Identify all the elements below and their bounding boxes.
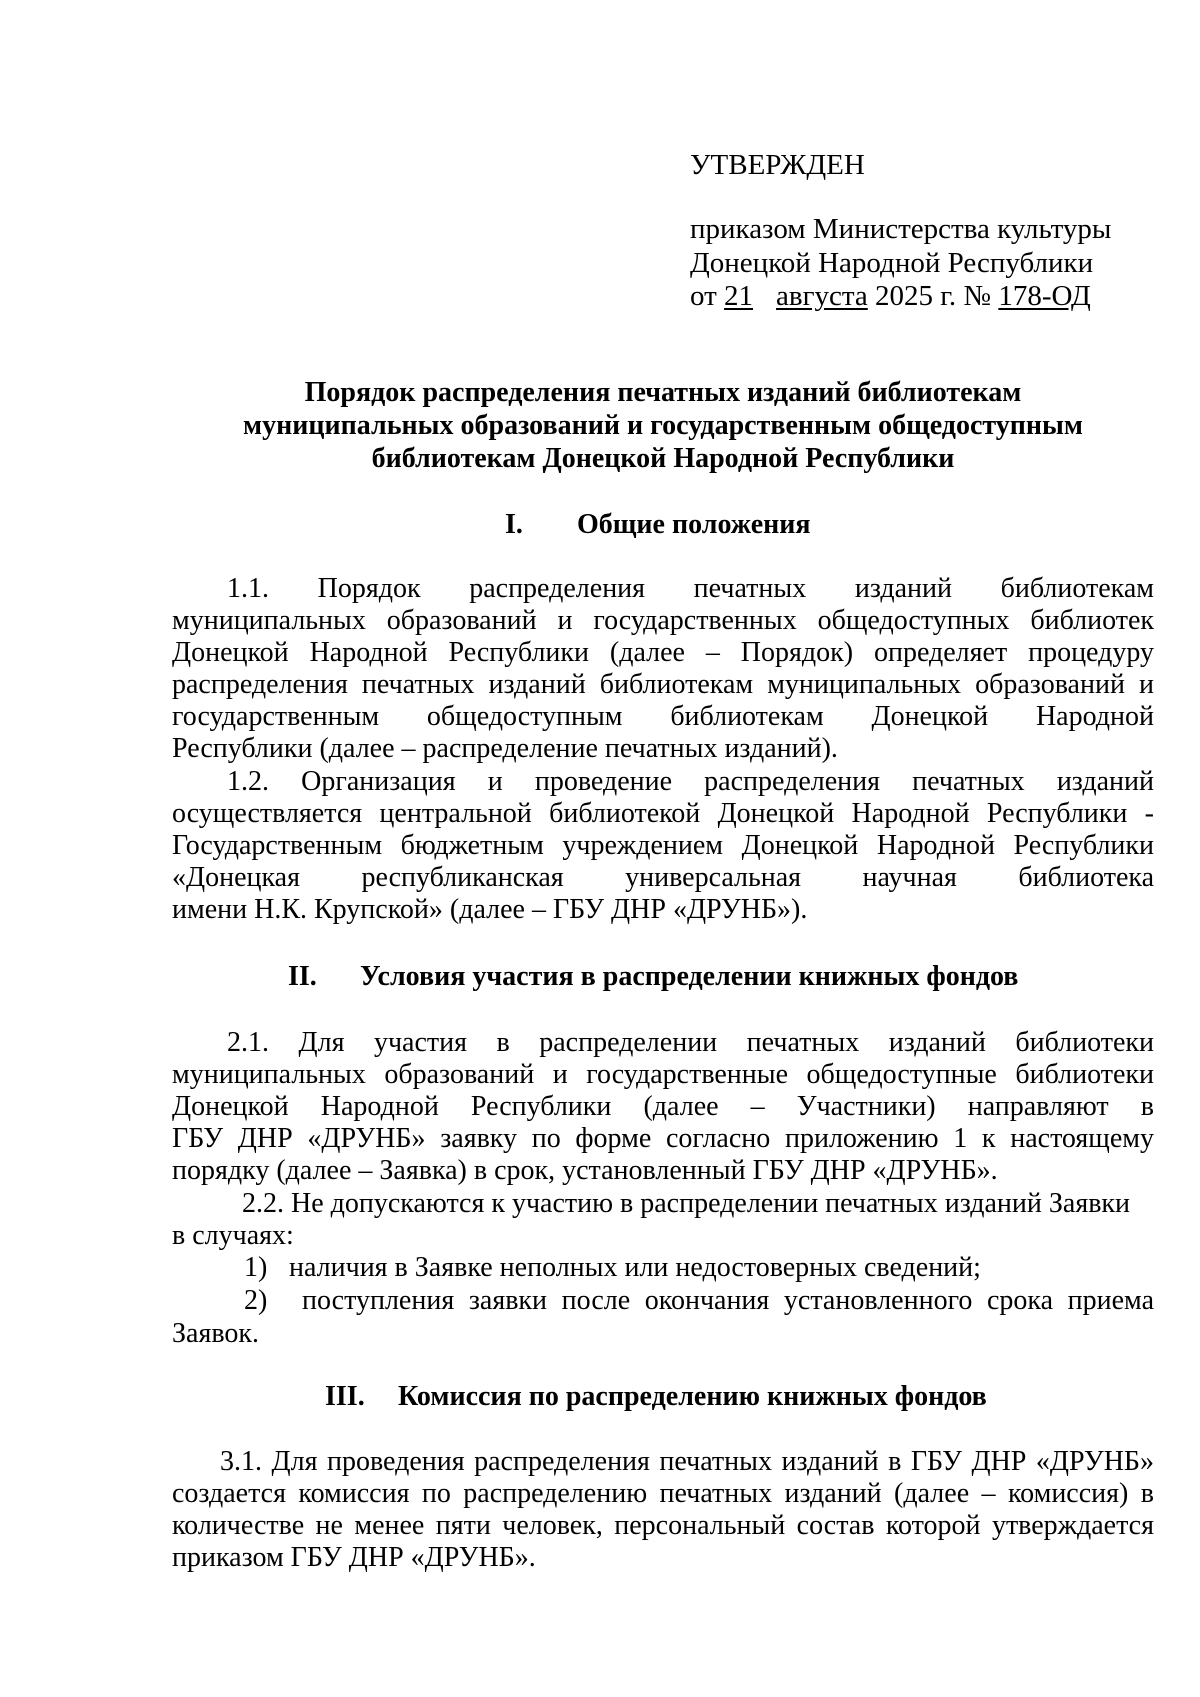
list-item-2 [172, 1285, 1154, 1317]
text-line: порядку (далее – Заявка) в срок, установленный ГБУ ДНР «ДРУНБ». [172, 1155, 998, 1186]
paragraph-3-1 [172, 1446, 1154, 1574]
approval-line-1: приказом Министерства культуры [690, 213, 1112, 245]
section-2-numeral: II. [288, 961, 317, 992]
text-line: Донецкой Народной Республики (далее – Порядок) определяет процедуру [172, 637, 1154, 668]
section-1-title: Общие положения [577, 509, 811, 540]
section-2-title: Условия участия в распределении книжных фондов [360, 961, 1019, 992]
approval-day: 21 [724, 280, 754, 312]
text-line: 1.2. Организация и проведение распределения печатных изданий [227, 766, 1154, 797]
paragraph-2-2 [172, 1188, 1154, 1252]
text-line: 2.2. Не допускаются к участию в распределении печатных изданий Заявки [242, 1188, 1131, 1219]
section-1-numeral: I. [505, 509, 523, 540]
approval-year: 2025 г. № [875, 280, 999, 312]
document-title-line-3: библиотекам Донецкой Народной Республики [371, 443, 955, 474]
list-item-2-continuation: Заявок. [172, 1318, 259, 1349]
list-item-1-text: наличия в Заявке неполных или недостоверных сведений; [289, 1252, 981, 1283]
text-line: ГБУ ДНР «ДРУНБ» заявку по форме согласно приложению 1 к настоящему [172, 1123, 1154, 1154]
list-item-2-text: поступления заявки после окончания установленного срока приема [302, 1285, 1154, 1316]
paragraph-1-1 [172, 573, 1154, 765]
approval-month: августа [776, 280, 868, 312]
approval-order-number: 178-ОД [998, 280, 1091, 312]
text-line: государственным общедоступным библиотекам Донецкой Народной [172, 701, 1154, 732]
text-line: 1.1. Порядок распределения печатных изданий библиотекам [227, 573, 1154, 604]
paragraph-2-1 [172, 1027, 1154, 1187]
paragraph-1-2 [172, 766, 1154, 926]
approval-line-2: Донецкой Народной Республики [690, 247, 1094, 279]
approval-date-prefix: от [690, 280, 725, 312]
section-3-numeral: III. [325, 1381, 365, 1412]
text-line: количестве не менее пяти человек, персональный состав которой утверждается [172, 1510, 1154, 1541]
text-line: 3.1. Для проведения распределения печатных изданий в ГБУ ДНР «ДРУНБ» [220, 1446, 1154, 1477]
document-title-line-2: муниципальных образований и государственным общедоступным [243, 410, 1083, 441]
text-line: «Донецкая республиканская универсальная научная библиотека [172, 862, 1154, 893]
text-line: Государственным бюджетным учреждением Донецкой Народной Республики [172, 830, 1154, 861]
text-line: имени Н.К. Крупской» (далее – ГБУ ДНР «ДРУНБ»). [172, 894, 808, 925]
approval-date-line [690, 281, 1091, 312]
text-line: распределения печатных изданий библиотекам муниципальных образований и [172, 669, 1154, 700]
text-line: 2.1. Для участия в распределении печатных изданий библиотеки [227, 1027, 1154, 1058]
document-title-line-1: Порядок распределения печатных изданий библиотекам [304, 377, 1022, 408]
text-line: Донецкой Народной Республики (далее – Участники) направляют в [172, 1091, 1154, 1122]
text-line: в случаях: [172, 1220, 294, 1251]
text-line: приказом ГБУ ДНР «ДРУНБ». [172, 1542, 536, 1573]
section-3-title: Комиссия по распределению книжных фондов [398, 1381, 987, 1412]
text-line: муниципальных образований и государственных общедоступных библиотек [172, 605, 1154, 636]
text-line: Республики (далее – распределение печатных изданий). [172, 733, 838, 764]
text-line: муниципальных образований и государственные общедоступные библиотеки [172, 1059, 1154, 1090]
text-line: создается комиссия по распределению печатных изданий (далее – комиссия) в [172, 1478, 1154, 1509]
list-item-1-number: 1) [244, 1252, 268, 1283]
list-item-2-number: 2) [244, 1285, 268, 1316]
approval-heading: УТВЕРЖДЕН [690, 149, 865, 181]
text-line: осуществляется центральной библиотекой Донецкой Народной Республики - [172, 798, 1154, 829]
